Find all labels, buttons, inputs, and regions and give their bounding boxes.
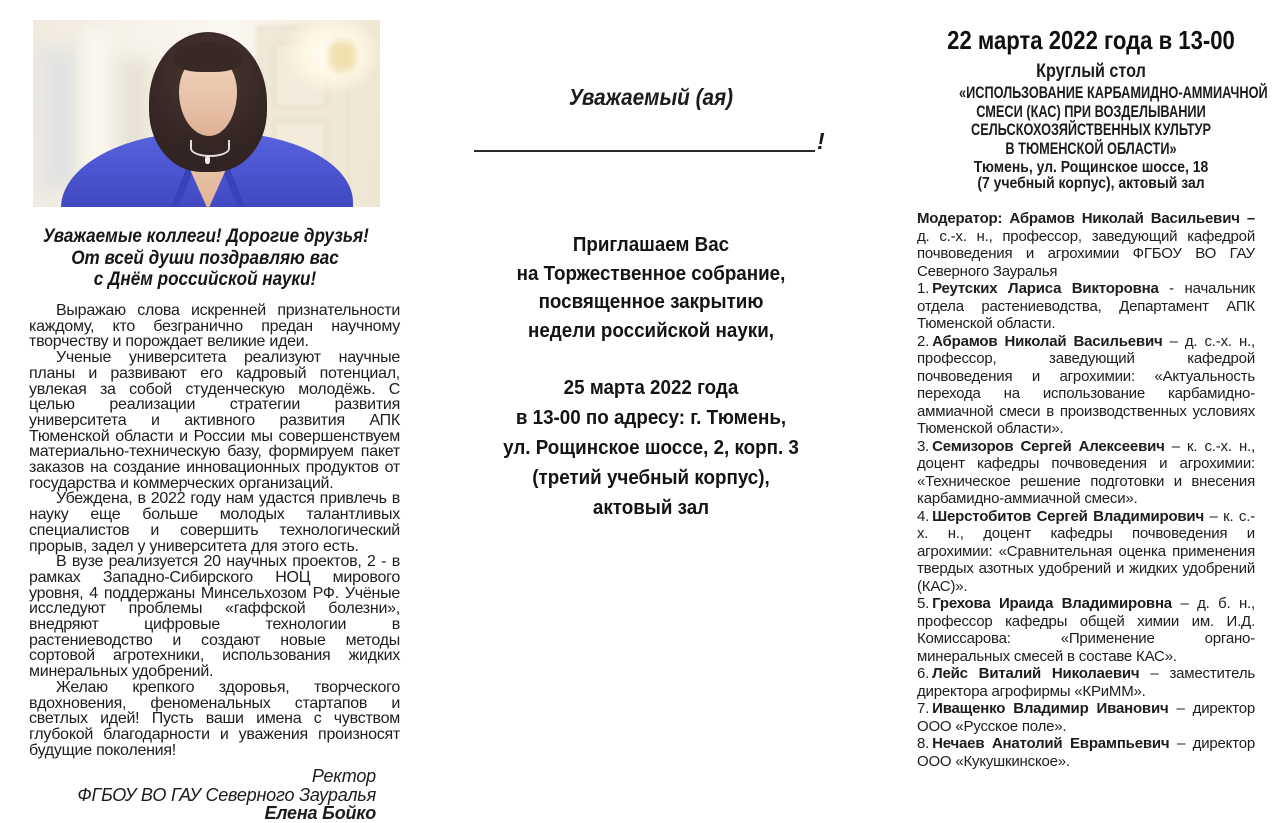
event-type: Круглый стол [1036,61,1146,82]
speaker-name: Реутских Лариса Викторовна [932,280,1159,297]
event-details-line: 25 марта 2022 года [563,377,739,399]
speaker-entry: 2. Абрамов Николай Васильевич – д. с.-х. н., профессор, заведующий кафедрой почвоведения и агрохимии: «Актуальность перехода на использование карбамидно-аммиачной смеси в производственных условиях Тюменской области». [917,332,1255,437]
salutation: Уважаемый (ая) [568,84,734,110]
speaker-name: Грехова Ираида Владимировна [932,595,1172,612]
speaker-entry: 8. Нечаев Анатолий Еврампьевич – директор ООО «Кукушкинское». [917,735,1255,770]
signature-role: Ректор [311,766,376,786]
speaker-entry: 7. Иващенко Владимир Иванович – директор ООО «Русское поле». [917,700,1255,735]
roundtable-datetime: 22 марта 2022 года в 13-00 [947,25,1235,55]
name-blank-line [474,114,815,152]
photo-light-glow [269,20,380,106]
greeting-body-text [29,303,400,758]
speaker-name: Шерстобитов Сергей Владимирович [932,507,1204,525]
roundtable-title-line: В ТЮМЕНСКОЙ ОБЛАСТИ» [1005,138,1177,158]
speaker-name: Нечаев Анатолий Еврампьевич [932,735,1170,752]
signature-block [30,767,376,823]
roundtable-title-line: «ИСПОЛЬЗОВАНИЕ КАРБАМИДНО-АММИАЧНОЙ [959,83,1268,102]
moderator-name: Модератор: Абрамов Николай Васильевич – [917,210,1255,227]
speaker-entry: 1. Реутских Лариса Викторовна - начальник отдела растениеводства, Департамент АПК Тюменской области. [917,280,1255,332]
moderator-entry: Модератор: Абрамов Николай Васильевич – д. с.-х. н., профессор, заведующий кафедрой почвоведения и агрохимии ФГБОУ ВО ГАУ Северного Зауралья [917,210,1255,280]
photo-hair-fringe [173,42,243,72]
photo-background-stripe [39,48,75,190]
speaker-entry: 3. Семизоров Сергей Алексеевич – к. с.-х. н., доцент кафедры почвоведения и агрохимии: «Техническое решение подготовки и внесения карбамидно-аммиачной смеси». [917,437,1255,507]
speaker-name: Иващенко Владимир Иванович [932,700,1169,717]
greeting-paragraph: В вузе реализуется 20 научных проектов, 2 - в рамках Западно-Сибирского НОЦ мирового уровня, 4 поддержаны Минсельхозом РФ. Учёные исследуют проблемы «гаффской болезни», внедряют цифровые технологии в растениеводство и создают новые методы сортовой агротехники, использования жидких минеральных удобрений. [29,553,400,681]
photo-necklace [190,140,230,157]
roundtable-address-line: Тюмень, ул. Рощинское шоссе, 18 [973,159,1209,176]
roundtable-program [917,210,1255,770]
greeting-paragraph: Выражаю слова искренней признательности каждому, кто безгранично предан научному творчеству и порождает великие идеи. [29,302,400,351]
speaker-entry: 6. Лейс Виталий Николаевич – заместитель директора агрофирмы «КРиММ». [917,665,1255,700]
event-details-line: (третий учебный корпус), [532,467,770,489]
rector-portrait-photo [33,20,380,207]
roundtable-title-line: СЕЛЬСКОХОЗЯЙСТВЕННЫХ КУЛЬТУР [971,120,1211,140]
event-details-line: актовый зал [592,497,710,519]
name-blank-row [474,116,826,152]
invitation-text [455,231,847,345]
invitation-line: посвященное закрытию [538,291,764,314]
event-details-line: ул. Рощинское шоссе, 2, корп. 3 [503,437,799,459]
greeting-paragraph: Желаю крепкого здоровья, творческого вдохновения, феноменальных стартапов и светлых идей! Пусть ваши имена с чувством глубокой благодарности и уважения произносят будущие поколения! [29,678,400,759]
invitation-line: Приглашаем Вас [572,234,730,256]
speaker-entry: 4. Шерстобитов Сергей Владимирович – к. с.-х. н., доцент кафедры почвоведения и агрохимии: «Сравнительная оценка применения твердых азотных удобрений и жидких удобрений (КАС)». [917,507,1255,595]
invitation-line: недели российской науки, [527,319,775,342]
roundtable-address-line: (7 учебный корпус), актовый зал [977,174,1205,192]
event-details-line: в 13-00 по адресу: г. Тюмень, [515,407,787,429]
speaker-name: Лейс Виталий Николаевич [932,665,1140,682]
invitation-line: на Торжественное собрание, [516,262,786,285]
exclamation-mark: ! [817,128,825,154]
greeting-title-line: От всей души поздравляю вас [71,247,339,269]
greeting-paragraph: Убеждена, в 2022 году нам удастся привлечь в науку еще больше молодых талантливых специалистов и совершить технологический прорыв, задел у университета для этого есть. [29,490,400,555]
photo-lamp [328,40,356,72]
signature-organization: ФГБОУ ВО ГАУ Северного Зауралья [77,784,376,805]
greeting-title-line: с Днём российской науки! [93,269,317,290]
greeting-paragraph: Ученые университета реализуют научные планы и развивают его кадровый потенциал, увлекая за собой студенческую молодёжь. С целью реализации стратегии развития университета и активного развития АПК Тюменской области и России мы совершенствуем материально-техническую базу, формируем пакет заказов на создание инновационных продуктов от государства и коммерческих организаций. [29,349,400,492]
speaker-entry: 5. Грехова Ираида Владимировна – д. б. н., профессор кафедры общей химии им. И.Д. Комиссарова: «Применение органо-минеральных смесей в составе КАС». [917,595,1255,665]
greeting-title-line: Уважаемые коллеги! Дорогие друзья! [43,226,369,247]
speaker-name: Семизоров Сергей Алексеевич [932,437,1165,455]
speaker-name: Абрамов Николай Васильевич [932,332,1163,350]
greeting-title [25,226,385,291]
roundtable-title-line: СМЕСИ (КАС) ПРИ ВОЗДЕЛЫВАНИИ [976,101,1206,121]
photo-necklace-pendant [205,156,210,164]
event-details [455,373,847,523]
roundtable-address [915,160,1267,192]
signature-name: Елена Бойко [264,803,376,823]
roundtable-title [915,84,1267,158]
